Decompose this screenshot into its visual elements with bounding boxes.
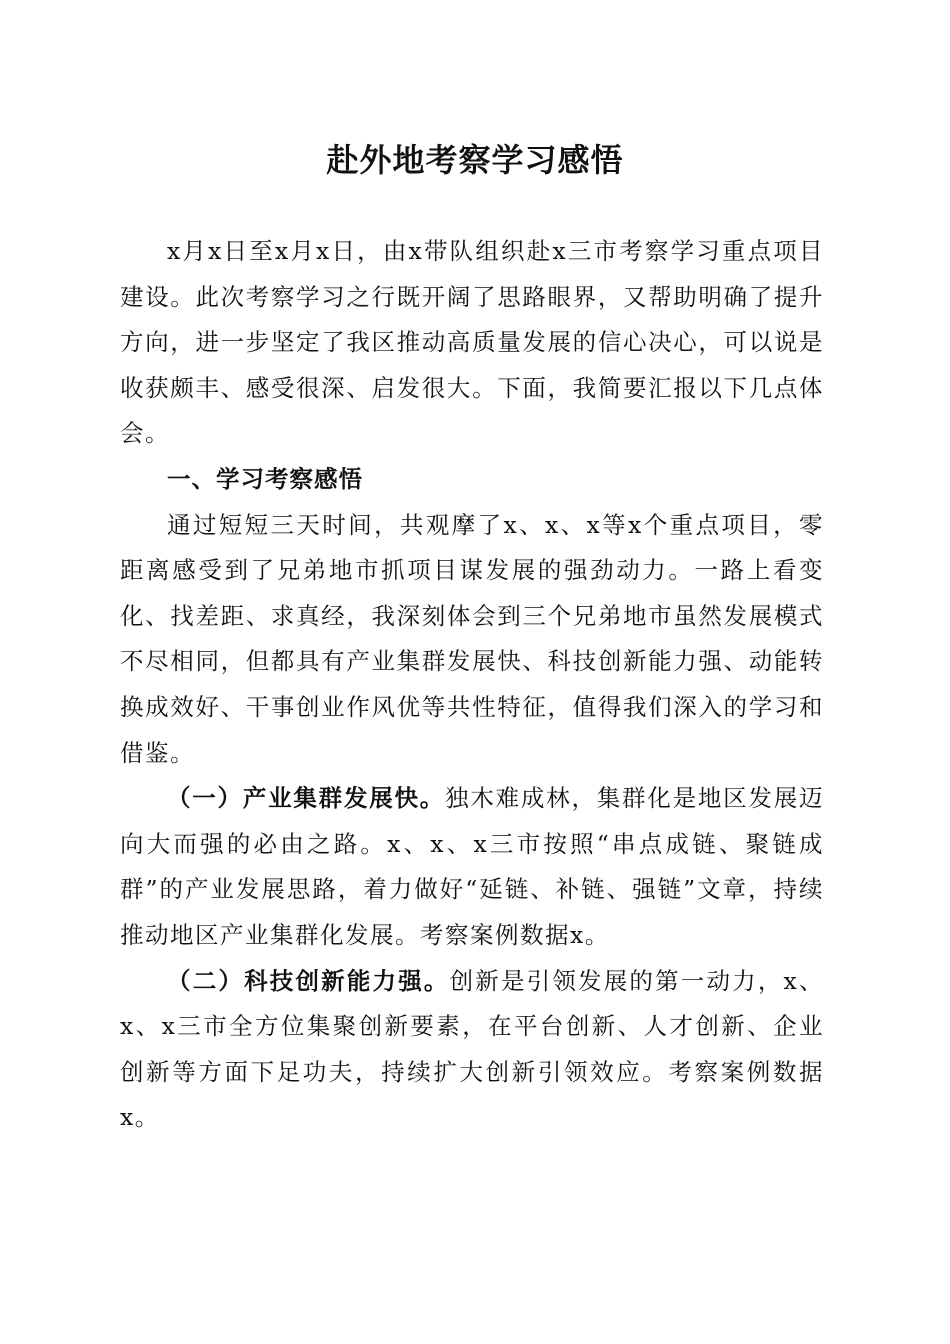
document-body — [120, 229, 824, 1141]
intro-paragraph: x月x日至x月x日，由x带队组织赴x三市考察学习重点项目建设。此次考察学习之行既开阔了思路眼界，又帮助明确了提升方向，进一步坚定了我区推动高质量发展的信心决心，可以说是收获颇丰、感受很深、启发很大。下面，我简要汇报以下几点体会。 — [120, 237, 824, 448]
subsection-lead-2: （二）科技创新能力强。 — [167, 966, 450, 995]
document-title: 赴外地考察学习感悟 — [326, 141, 624, 179]
subsection-paragraph-1 — [120, 776, 824, 958]
subsection-text-1: 独木难成林，集群化是地区发展迈向大而强的必由之路。x、x、x三市按照“串点成链、聚链成群”的产业发展思路，着力做好“延链、补链、强链”文章，持续推动地区产业集群化发展。考察案例数据x。 — [120, 784, 825, 949]
section-paragraph: 通过短短三天时间，共观摩了x、x、x等x个重点项目，零距离感受到了兄弟地市抓项目谋发展的强劲动力。一路上看变化、找差距、求真经，我深刻体会到三个兄弟地市虽然发展模式不尽相同，但都具有产业集群发展快、科技创新能力强、动能转换成效好、干事创业作风优等共性特征，值得我们深入的学习和借鉴。 — [120, 510, 824, 767]
subsection-text-2: 创新是引领发展的第一动力，x、x、x三市全方位集聚创新要素，在平台创新、人才创新、企业创新等方面下足功夫，持续扩大创新引领效应。考察案例数据x。 — [120, 966, 824, 1132]
section-heading: 一、学习考察感悟 — [167, 464, 363, 493]
subsection-lead-1: （一）产业集群发展快。 — [167, 784, 446, 813]
subsection-paragraph-2 — [120, 959, 824, 1141]
